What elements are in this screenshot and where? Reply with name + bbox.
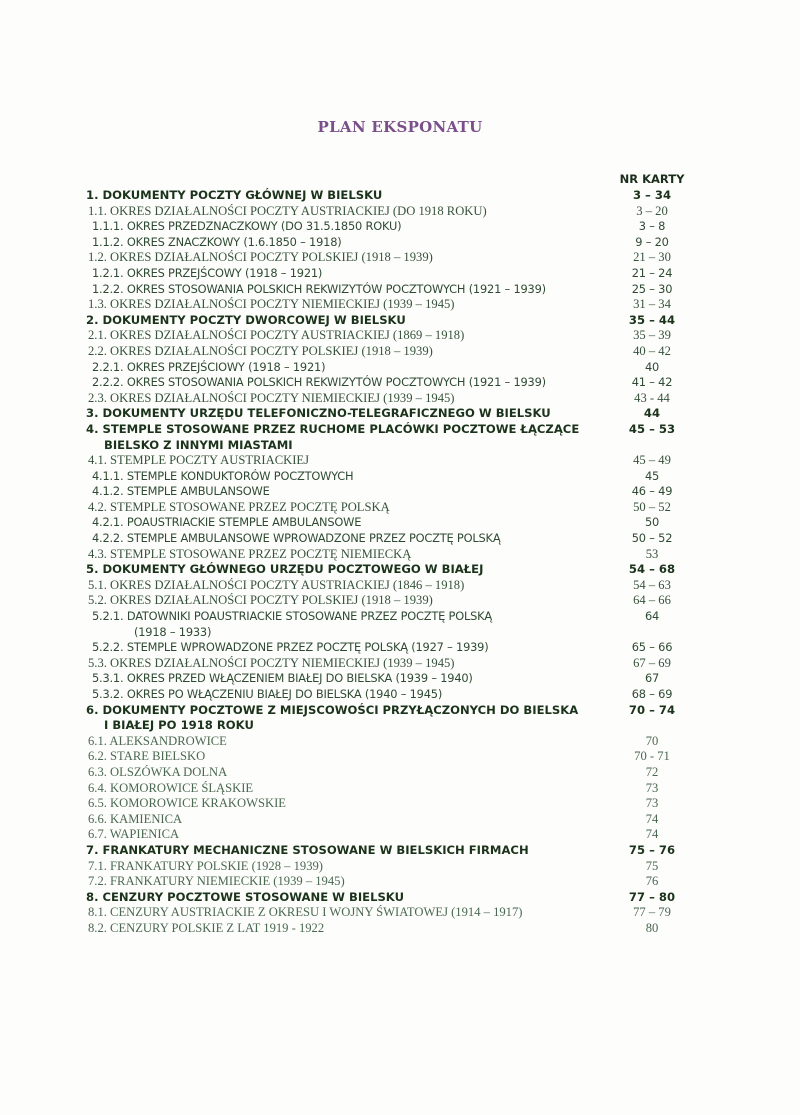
toc-entry-title: 5. DOKUMENTY GŁÓWNEGO URZĘDU POCZTOWEGO W BIAŁEJ <box>86 562 484 577</box>
toc-entry-title: 6.6. KAMIENICA <box>88 811 183 826</box>
toc-entry-card-numbers: 35 – 44 <box>628 312 676 327</box>
toc-subsection-row <box>86 547 700 563</box>
toc-entry-label <box>88 859 604 875</box>
toc-entry-title: 2. DOKUMENTY POCZTY DWORCOWEJ W BIELSKU <box>86 312 406 327</box>
toc-entry-label <box>86 235 604 251</box>
toc-entry-label <box>88 827 604 843</box>
toc-section-row <box>86 188 700 204</box>
toc-subsection-row <box>86 469 700 485</box>
toc-entry-card-numbers: 3 – 8 <box>638 219 666 234</box>
table-of-contents <box>86 172 700 937</box>
toc-entry-card-numbers: 70 - 71 <box>634 749 670 764</box>
toc-entry-label <box>88 344 604 360</box>
toc-entry-title: 4.1. STEMPLE POCZTY AUSTRIACKIEJ <box>88 453 309 468</box>
toc-entry-label <box>88 328 604 344</box>
toc-entry-label <box>86 687 604 703</box>
toc-subsection-row <box>86 921 700 937</box>
toc-entry-title: 1.1.2. OKRES ZNACZKOWY (1.6.1850 – 1918) <box>92 234 342 249</box>
toc-entry-label <box>86 469 604 485</box>
toc-entry-label <box>88 656 604 672</box>
toc-entry-card-numbers: 40 <box>644 359 660 374</box>
toc-entry-label <box>88 204 604 220</box>
toc-subsection-row <box>86 781 700 797</box>
toc-entry-card-numbers: 21 – 30 <box>633 250 671 265</box>
toc-subsection-row <box>86 827 700 843</box>
toc-subsection-row <box>86 671 700 687</box>
column-header-row <box>86 172 700 188</box>
toc-entry-title: 1.2. OKRES DZIAŁALNOŚCI POCZTY POLSKIEJ (1918 – 1939) <box>88 250 433 265</box>
toc-entry-card-numbers: 25 – 30 <box>631 281 673 296</box>
toc-entry-label <box>86 484 604 500</box>
toc-entry-card-numbers: 64 – 66 <box>633 593 671 608</box>
toc-subsection-row <box>86 219 700 235</box>
toc-section-row <box>86 313 700 329</box>
toc-subsection-row <box>86 905 700 921</box>
toc-entry-card-numbers: 54 – 68 <box>628 562 676 577</box>
toc-entry-title: 2.2. OKRES DZIAŁALNOŚCI POCZTY POLSKIEJ (1918 – 1939) <box>88 343 433 358</box>
toc-entry-label <box>86 188 604 204</box>
toc-entry-label <box>86 515 604 531</box>
toc-entry-card-numbers: 70 <box>645 733 659 748</box>
toc-entry-label <box>88 391 604 407</box>
card-number-column-header: NR KARTY <box>619 172 685 186</box>
toc-entry-card-numbers: 3 – 34 <box>632 188 672 202</box>
toc-entry-card-numbers: 76 <box>645 874 659 889</box>
toc-entry-title: 4.2.1. POAUSTRIACKIE STEMPLE AMBULANSOWE <box>92 515 362 530</box>
toc-entry-card-numbers: 67 <box>644 671 660 686</box>
toc-section-row <box>86 422 700 453</box>
toc-entry-label <box>88 578 604 594</box>
toc-subsection-row <box>86 266 700 282</box>
toc-subsection-row <box>86 859 700 875</box>
toc-entry-card-numbers: 73 <box>645 796 659 811</box>
toc-subsection-row <box>86 765 700 781</box>
toc-entry-card-numbers: 75 <box>645 858 659 873</box>
toc-subsection-row <box>86 297 700 313</box>
toc-entry-title: 2.1. OKRES DZIAŁALNOŚCI POCZTY AUSTRIACKIEJ (1869 – 1918) <box>88 328 465 343</box>
page-title: PLAN EKSPONATU <box>317 118 483 136</box>
toc-entry-label <box>88 297 604 313</box>
toc-entry-continuation: I BIAŁEJ PO 1918 ROKU <box>104 718 254 733</box>
toc-subsection-row <box>86 812 700 828</box>
toc-entry-card-numbers: 45 <box>644 468 660 483</box>
toc-entry-card-numbers: 70 – 74 <box>628 702 676 717</box>
toc-entry-label <box>86 219 604 235</box>
toc-entry-title: 6.1. ALEKSANDROWICE <box>88 733 227 748</box>
toc-entry-label <box>88 812 604 828</box>
toc-entry-label <box>86 562 604 578</box>
toc-subsection-row <box>86 391 700 407</box>
toc-entry-title: 5.3. OKRES DZIAŁALNOŚCI POCZTY NIEMIECKIEJ (1939 – 1945) <box>88 655 455 670</box>
toc-entry-title: 5.2. OKRES DZIAŁALNOŚCI POCZTY POLSKIEJ (1918 – 1939) <box>88 593 433 608</box>
toc-entry-title: 1.2.2. OKRES STOSOWANIA POLSKICH REKWIZYTÓW POCZTOWYCH (1921 – 1939) <box>92 281 546 296</box>
toc-entry-title: 1.2.1. OKRES PRZEJŚCOWY (1918 – 1921) <box>92 265 323 280</box>
toc-section-row <box>86 406 700 422</box>
toc-entry-card-numbers: 40 – 42 <box>633 343 671 358</box>
toc-entry-title: 8. CENZURY POCZTOWE STOSOWANE W BIELSKU <box>86 889 405 904</box>
toc-entry-title: 5.3.1. OKRES PRZED WŁĄCZENIEM BIAŁEJ DO BIELSKA (1939 – 1940) <box>92 671 473 686</box>
toc-section-row <box>86 890 700 906</box>
toc-entry-title: 6. DOKUMENTY POCZTOWE Z MIEJSCOWOŚCI PRZYŁĄCZONYCH DO BIELSKA <box>86 702 579 717</box>
toc-subsection-row <box>86 500 700 516</box>
toc-entry-card-numbers: 74 <box>645 827 659 842</box>
toc-entry-card-numbers: 74 <box>645 811 659 826</box>
toc-entry-label <box>86 422 604 453</box>
toc-subsection-row <box>86 235 700 251</box>
toc-entry-label <box>88 796 604 812</box>
toc-entry-label <box>88 250 604 266</box>
toc-subsection-row <box>86 656 700 672</box>
toc-subsection-row <box>86 375 700 391</box>
toc-entry-card-numbers: 64 <box>644 609 660 624</box>
toc-entry-label <box>86 266 604 282</box>
toc-entry-card-numbers: 73 <box>645 780 659 795</box>
toc-entry-label <box>86 890 604 906</box>
toc-section-row <box>86 703 700 734</box>
toc-entry-title: 3. DOKUMENTY URZĘDU TELEFONICZNO-TELEGRAFICZNEGO W BIELSKU <box>86 406 551 421</box>
toc-entry-label <box>88 500 604 516</box>
toc-entry-title: 4.2.2. STEMPLE AMBULANSOWE WPROWADZONE PRZEZ POCZTĘ POLSKĄ <box>92 531 501 546</box>
toc-entry-continuation: (1918 – 1933) <box>134 624 212 639</box>
toc-entry-card-numbers: 72 <box>645 764 659 779</box>
toc-entry-title: 4.1.2. STEMPLE AMBULANSOWE <box>92 484 270 499</box>
toc-entry-card-numbers: 77 – 80 <box>628 889 676 904</box>
toc-entry-title: 6.3. OLSZÓWKA DOLNA <box>88 764 228 779</box>
toc-entry-card-numbers: 46 – 49 <box>631 484 673 499</box>
toc-subsection-row <box>86 609 700 640</box>
toc-entry-card-numbers: 67 – 69 <box>633 655 671 670</box>
toc-entry-label <box>88 905 604 921</box>
toc-entry-title: 7.2. FRANKATURY NIEMIECKIE (1939 – 1945) <box>88 874 345 889</box>
toc-entry-label <box>86 360 604 376</box>
toc-entry-card-numbers: 53 <box>645 546 659 561</box>
toc-entry-card-numbers: 77 – 79 <box>633 905 671 920</box>
toc-entry-card-numbers: 44 <box>643 406 661 421</box>
toc-entry-label <box>88 453 604 469</box>
toc-entry-title: 2.3. OKRES DZIAŁALNOŚCI POCZTY NIEMIECKIEJ (1939 – 1945) <box>88 390 455 405</box>
toc-entry-label <box>86 531 604 547</box>
toc-subsection-row <box>86 360 700 376</box>
toc-entry-title: 6.5. KOMOROWICE KRAKOWSKIE <box>88 796 286 811</box>
toc-entry-title: 8.2. CENZURY POLSKIE Z LAT 1919 - 1922 <box>88 920 325 935</box>
toc-subsection-row <box>86 484 700 500</box>
toc-entry-title: 4.2. STEMPLE STOSOWANE PRZEZ POCZTĘ POLSKĄ <box>88 499 390 514</box>
toc-entry-label <box>86 609 604 640</box>
toc-entry-card-numbers: 21 – 24 <box>631 265 673 280</box>
toc-entry-card-numbers: 45 – 53 <box>628 421 676 436</box>
toc-entry-label <box>88 765 604 781</box>
toc-subsection-row <box>86 687 700 703</box>
toc-entry-label <box>86 375 604 391</box>
toc-entry-label <box>88 874 604 890</box>
toc-entry-title: 5.1. OKRES DZIAŁALNOŚCI POCZTY AUSTRIACKIEJ (1846 – 1918) <box>88 577 465 592</box>
toc-section-row <box>86 562 700 578</box>
toc-entry-label <box>88 734 604 750</box>
toc-entry-card-numbers: 45 – 49 <box>633 453 671 468</box>
toc-entry-title: 4. STEMPLE STOSOWANE PRZEZ RUCHOME PLACÓWKI POCZTOWE ŁĄCZĄCE <box>86 421 580 436</box>
toc-entry-title: 5.2.1. DATOWNIKI POAUSTRIACKIE STOSOWANE PRZEZ POCZTĘ POLSKĄ <box>92 609 493 624</box>
toc-entry-title: 2.2.1. OKRES PRZEJŚCIOWY (1918 – 1921) <box>92 359 326 374</box>
toc-subsection-row <box>86 640 700 656</box>
toc-entry-label <box>86 640 604 656</box>
toc-entry-label <box>86 703 604 734</box>
toc-entry-label <box>86 843 604 859</box>
toc-entry-title: 1.3. OKRES DZIAŁALNOŚCI POCZTY NIEMIECKIEJ (1939 – 1945) <box>88 297 455 312</box>
toc-subsection-row <box>86 515 700 531</box>
toc-entry-card-numbers: 50 – 52 <box>633 499 671 514</box>
toc-entry-card-numbers: 41 – 42 <box>631 375 673 390</box>
toc-entry-label <box>86 671 604 687</box>
toc-entry-title: 6.4. KOMOROWICE ŚLĄSKIE <box>88 780 254 795</box>
toc-entry-card-numbers: 50 <box>644 515 660 530</box>
toc-entry-card-numbers: 75 – 76 <box>628 842 676 857</box>
toc-entry-title: 2.2.2. OKRES STOSOWANIA POLSKICH REKWIZYTÓW POCZTOWYCH (1921 – 1939) <box>92 375 546 390</box>
toc-entry-label <box>86 282 604 298</box>
toc-entry-card-numbers: 9 – 20 <box>635 234 669 249</box>
toc-subsection-row <box>86 282 700 298</box>
toc-subsection-row <box>86 874 700 890</box>
toc-subsection-row <box>86 734 700 750</box>
toc-entry-card-numbers: 31 – 34 <box>633 297 671 312</box>
toc-entry-title: 6.7. WAPIENICA <box>88 827 180 842</box>
toc-entry-card-numbers: 68 – 69 <box>631 687 673 701</box>
toc-rows <box>86 188 700 937</box>
toc-entry-label <box>88 593 604 609</box>
toc-entry-title: 6.2. STARE BIELSKO <box>88 749 206 764</box>
toc-subsection-row <box>86 328 700 344</box>
toc-subsection-row <box>86 453 700 469</box>
toc-entry-title: 4.1.1. STEMPLE KONDUKTORÓW POCZTOWYCH <box>92 468 354 483</box>
toc-subsection-row <box>86 578 700 594</box>
toc-entry-continuation: BIELSKO Z INNYMI MIASTAMI <box>104 437 293 452</box>
toc-entry-title: 5.2.2. STEMPLE WPROWADZONE PRZEZ POCZTĘ POLSKĄ (1927 – 1939) <box>92 640 489 655</box>
toc-entry-title: 7. FRANKATURY MECHANICZNE STOSOWANE W BIELSKICH FIRMACH <box>86 842 529 857</box>
toc-entry-card-numbers: 3 – 20 <box>636 203 668 218</box>
toc-section-row <box>86 843 700 859</box>
toc-entry-card-numbers: 35 – 39 <box>633 328 671 343</box>
toc-entry-card-numbers: 50 – 52 <box>631 531 673 546</box>
toc-entry-label <box>88 921 604 937</box>
toc-entry-title: 1.1.1. OKRES PRZEDZNACZKOWY (DO 31.5.1850 ROKU) <box>92 219 402 234</box>
toc-entry-card-numbers: 43 - 44 <box>634 390 670 405</box>
toc-entry-title: 7.1. FRANKATURY POLSKIE (1928 – 1939) <box>88 858 323 873</box>
toc-subsection-row <box>86 796 700 812</box>
toc-entry-title: 1. DOKUMENTY POCZTY GŁÓWNEJ W BIELSKU <box>86 188 383 202</box>
toc-subsection-row <box>86 593 700 609</box>
toc-subsection-row <box>86 749 700 765</box>
toc-entry-label <box>86 313 604 329</box>
toc-entry-label <box>86 406 604 422</box>
toc-entry-title: 1.1. OKRES DZIAŁALNOŚCI POCZTY AUSTRIACKIEJ (DO 1918 ROKU) <box>88 203 487 218</box>
toc-subsection-row <box>86 250 700 266</box>
toc-entry-label <box>88 781 604 797</box>
toc-subsection-row <box>86 344 700 360</box>
toc-entry-label <box>88 749 604 765</box>
toc-entry-card-numbers: 65 – 66 <box>631 640 673 655</box>
toc-entry-title: 5.3.2. OKRES PO WŁĄCZENIU BIAŁEJ DO BIELSKA (1940 – 1945) <box>92 687 443 701</box>
toc-entry-label <box>88 547 604 563</box>
toc-subsection-row <box>86 204 700 220</box>
toc-entry-title: 8.1. CENZURY AUSTRIACKIE Z OKRESU I WOJNY ŚWIATOWEJ (1914 – 1917) <box>88 905 523 920</box>
toc-entry-title: 4.3. STEMPLE STOSOWANE PRZEZ POCZTĘ NIEMIECKĄ <box>88 546 412 561</box>
toc-entry-card-numbers: 54 – 63 <box>633 577 671 592</box>
toc-subsection-row <box>86 531 700 547</box>
toc-entry-card-numbers: 80 <box>645 920 659 935</box>
